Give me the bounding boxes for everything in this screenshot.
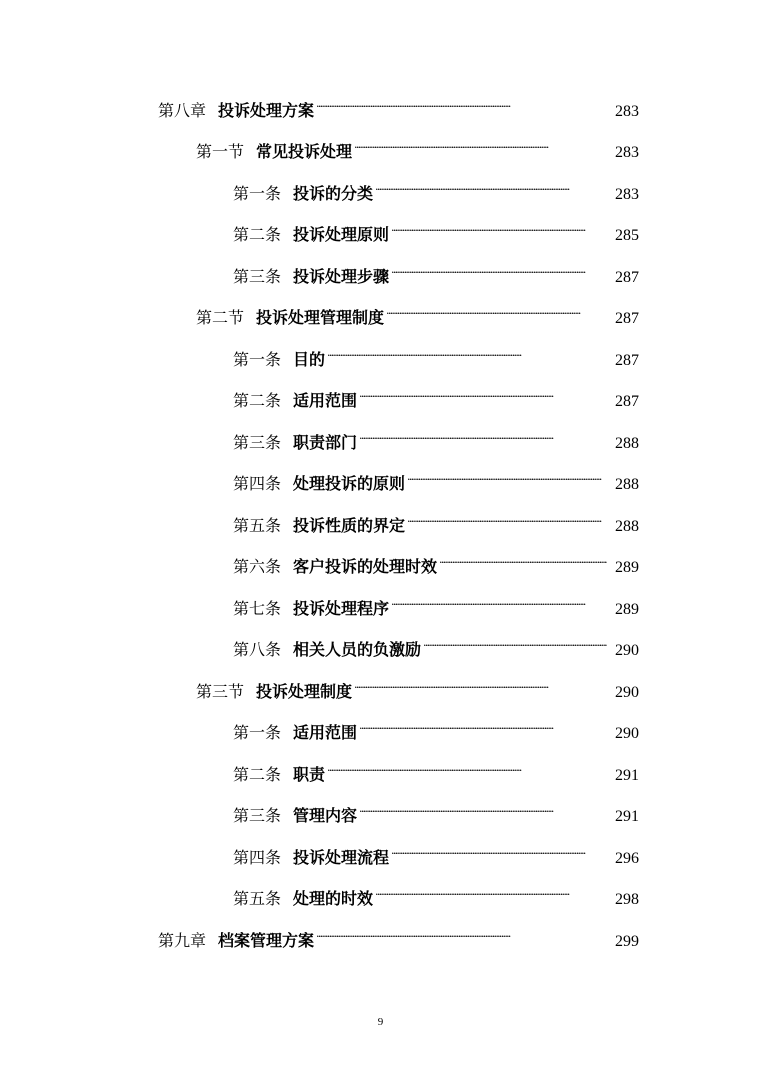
toc-dot-leader [439, 552, 607, 572]
toc-chapter-entry[interactable] [0, 918, 761, 960]
toc-article-entry[interactable] [0, 379, 761, 421]
toc-article-entry[interactable] [0, 171, 761, 213]
toc-section-entry[interactable] [0, 130, 761, 172]
toc-entry-title: 投诉处理程序 [293, 598, 390, 618]
toc-entry-title: 处理投诉的原则 [293, 474, 406, 494]
toc-entry-title: 相关人员的负激励 [293, 640, 422, 660]
toc-dot-leader [375, 884, 607, 904]
toc-entry-page: 291 [615, 766, 639, 784]
toc-entry-label: 第八章 [158, 100, 207, 120]
toc-entry-label: 第一条 [233, 349, 282, 369]
toc-entry-label: 第七条 [233, 598, 282, 618]
toc-entry-page: 289 [615, 600, 639, 618]
toc-dot-leader [391, 843, 607, 863]
toc-entry-label: 第三节 [196, 681, 245, 701]
toc-article-entry[interactable] [0, 503, 761, 545]
toc-article-entry[interactable] [0, 462, 761, 504]
toc-article-entry[interactable] [0, 794, 761, 836]
toc-dot-leader [316, 926, 607, 946]
toc-article-entry[interactable] [0, 835, 761, 877]
toc-article-entry[interactable] [0, 337, 761, 379]
toc-entry-label: 第二节 [196, 308, 245, 328]
toc-entry-title: 投诉处理步骤 [293, 266, 390, 286]
toc-article-entry[interactable] [0, 254, 761, 296]
toc-entry-page: 291 [615, 808, 639, 826]
toc-dot-leader [354, 137, 607, 157]
toc-dot-leader [386, 303, 607, 323]
toc-entry-page: 288 [615, 476, 639, 494]
toc-entry-label: 第四条 [233, 474, 282, 494]
toc-entry-title: 投诉处理方案 [218, 100, 315, 120]
toc-dot-leader [354, 677, 607, 697]
toc-article-entry[interactable] [0, 877, 761, 919]
toc-entry-label: 第九章 [158, 930, 207, 950]
toc-entry-label: 第三条 [233, 266, 282, 286]
toc-dot-leader [316, 96, 607, 116]
toc-entry-page: 289 [615, 559, 639, 577]
toc-entry-page: 287 [615, 310, 639, 328]
toc-entry-label: 第八条 [233, 640, 282, 660]
toc-entry-title: 处理的时效 [293, 889, 374, 909]
toc-article-entry[interactable] [0, 628, 761, 670]
toc-entry-label: 第二条 [233, 225, 282, 245]
toc-entry-page: 290 [615, 725, 639, 743]
toc-article-entry[interactable] [0, 420, 761, 462]
toc-entry-label: 第二条 [233, 764, 282, 784]
toc-entry-title: 管理内容 [293, 806, 358, 826]
toc-chapter-entry[interactable] [0, 88, 761, 130]
toc-dot-leader [391, 594, 607, 614]
toc-entry-title: 投诉的分类 [293, 183, 374, 203]
toc-entry-title: 适用范围 [293, 723, 358, 743]
toc-entry-label: 第四条 [233, 847, 282, 867]
table-of-contents [0, 88, 761, 960]
toc-entry-title: 适用范围 [293, 391, 358, 411]
toc-entry-label: 第三条 [233, 806, 282, 826]
toc-entry-page: 287 [615, 268, 639, 286]
toc-entry-title: 投诉处理制度 [256, 681, 353, 701]
toc-entry-page: 287 [615, 393, 639, 411]
toc-dot-leader [375, 179, 607, 199]
toc-dot-leader [391, 262, 607, 282]
page-number: 9 [377, 1016, 384, 1028]
toc-dot-leader [327, 760, 607, 780]
toc-entry-page: 298 [615, 891, 639, 909]
toc-entry-title: 常见投诉处理 [256, 142, 353, 162]
toc-dot-leader [359, 386, 607, 406]
toc-entry-label: 第一节 [196, 142, 245, 162]
toc-article-entry[interactable] [0, 213, 761, 255]
toc-entry-page: 288 [615, 434, 639, 452]
toc-entry-label: 第一条 [233, 723, 282, 743]
toc-dot-leader [359, 428, 607, 448]
toc-entry-title: 档案管理方案 [218, 930, 315, 950]
toc-entry-title: 投诉性质的界定 [293, 515, 406, 535]
toc-dot-leader [359, 801, 607, 821]
toc-article-entry[interactable] [0, 545, 761, 587]
toc-entry-page: 283 [615, 185, 639, 203]
toc-entry-label: 第五条 [233, 889, 282, 909]
toc-article-entry[interactable] [0, 586, 761, 628]
toc-entry-title: 投诉处理流程 [293, 847, 390, 867]
toc-entry-page: 287 [615, 351, 639, 369]
toc-entry-title: 职责 [293, 764, 326, 784]
toc-dot-leader [407, 469, 607, 489]
toc-entry-page: 283 [615, 144, 639, 162]
toc-entry-title: 目的 [293, 349, 326, 369]
toc-entry-page: 283 [615, 102, 639, 120]
toc-entry-label: 第二条 [233, 391, 282, 411]
toc-entry-label: 第五条 [233, 515, 282, 535]
toc-section-entry[interactable] [0, 669, 761, 711]
toc-entry-title: 投诉处理管理制度 [256, 308, 385, 328]
toc-entry-page: 296 [615, 849, 639, 867]
toc-dot-leader [327, 345, 607, 365]
toc-entry-title: 客户投诉的处理时效 [293, 557, 438, 577]
toc-entry-page: 285 [615, 227, 639, 245]
toc-dot-leader [407, 511, 607, 531]
toc-entry-page: 290 [615, 642, 639, 660]
toc-entry-page: 299 [615, 932, 639, 950]
toc-entry-page: 288 [615, 517, 639, 535]
toc-entry-label: 第六条 [233, 557, 282, 577]
toc-dot-leader [423, 635, 607, 655]
toc-entry-label: 第三条 [233, 432, 282, 452]
toc-entry-title: 职责部门 [293, 432, 358, 452]
toc-article-entry[interactable] [0, 752, 761, 794]
toc-dot-leader [391, 220, 607, 240]
toc-entry-title: 投诉处理原则 [293, 225, 390, 245]
toc-dot-leader [359, 718, 607, 738]
toc-entry-page: 290 [615, 683, 639, 701]
toc-entry-label: 第一条 [233, 183, 282, 203]
toc-section-entry[interactable] [0, 296, 761, 338]
toc-article-entry[interactable] [0, 711, 761, 753]
